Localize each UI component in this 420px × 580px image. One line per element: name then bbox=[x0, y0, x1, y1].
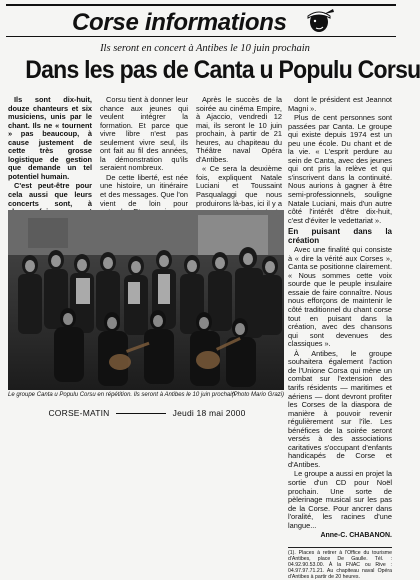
author-signature: Anne-C. CHABANON. bbox=[320, 532, 392, 540]
paragraph: Corsu tient à donner leur chance aux jeunes qui veulent intégrer la formation. Et parce que vivre libre n'est pas seulement vivre seul, ils ont fait au fil des années, la démonstration qu'ils seraient nombreux. bbox=[100, 95, 188, 173]
paragraph: Plus de cent personnes sont passées par Canta. Le groupe qui existe depuis 1974 est un peu une école. Du chant et de la vie. « L'esprit perdure au sein de Canta, avec des jeunes qui ont pris la relève et qui s'inscrivent dans la continuité. Nous aurions à gagner à être semi-professionnels, souligne Natale Luciani, mais d'un autre côté l'intérêt d'être dix-huit, c'est d'éviter le vedettariat ». bbox=[288, 113, 392, 225]
photo-caption bbox=[8, 392, 286, 398]
group-photo-image bbox=[8, 210, 284, 390]
column-3 bbox=[196, 96, 282, 206]
paragraph: dont le président est Jeannot Magni ». bbox=[288, 95, 392, 113]
header-rule-top bbox=[6, 4, 396, 6]
paragraph: À Antibes, le groupe souhaitera également l'action de l'Unione Corsa qui mène un combat sur l'extension des tarifs résidents — maritimes et aériens — dont devront profiter les Corses de la diaspora de manière à pouvoir revenir régulièrement sur l'île. Les bénéfices de la soirée seront versés à des associations caritatives s'occupant d'enfants handicapés de Corse et d'Antibes. bbox=[288, 348, 392, 469]
header-rule-bottom bbox=[6, 36, 396, 37]
paragraph: Après le succès de la soirée au cinéma Empire, à Ajaccio, vendredi 12 mai, ils seront le 10 juin prochain, à partir de 21 heures, au chapiteau du Théâtre naval Opéra d'Antibes. bbox=[196, 95, 282, 164]
column-2 bbox=[100, 96, 188, 206]
caption-text: Le groupe Canta u Populu Corsu en répétition. Ils seront à Antibes le 10 juin prochain. bbox=[8, 392, 237, 398]
dateline-separator bbox=[116, 413, 166, 414]
group-photo bbox=[8, 210, 284, 390]
paragraph: Avec une finalité qui consiste à « dire la vérité aux Corses », Canta se positionne clairement. « Nous sommes cette voix sourde que le peuple insulaire essaie de faire connaître. Nous nous efforçons de maintenir le côté traditionnel du chant corse tout en puisant dans la création, avec des chansons qui sont devenues des classiques ». bbox=[288, 245, 392, 349]
section-title: Corse informations bbox=[72, 9, 287, 36]
paragraph: Ils sont dix-huit, douze chanteurs et six musiciens, unis par le chant. Ils ne « tournent » pas beaucoup, à cause justement de cette très grosse logistique de gestion que demande un tel potentiel humain. bbox=[8, 95, 92, 181]
paragraph: C'est peut-être pour cela aussi que leurs concerts sont, à bbox=[8, 181, 92, 208]
kicker: Ils seront en concert à Antibes le 10 juin prochain bbox=[100, 43, 310, 54]
photo-credit: (Photo Mario Grazi) bbox=[231, 392, 284, 398]
subheading: En puisant dans la création bbox=[288, 227, 392, 246]
column-4 bbox=[288, 95, 392, 580]
column-1 bbox=[8, 96, 92, 206]
dateline bbox=[8, 408, 286, 418]
paragraph: « Ce sera la deuxième fois, expliquent Natale Luciani et Toussaint Pasqualaggi que nous produirons là-bas, ici il y a bbox=[196, 164, 282, 208]
footnote: (1). Places à retirer à l'Office du tourisme d'Antibes, place De Gaulle. Tél. : 04.92.90.53.00. À la FNAC ou Rive : 04.97.97.71.21. Au chapiteau naval Opéra d'Antibes à partir de 20 heures. bbox=[288, 547, 392, 580]
publication-date: Jeudi 18 mai 2000 bbox=[172, 408, 246, 418]
paragraph: De cette liberté, est née une histoire, un itinéraire et des messages. Que l'on vient de loin pour bbox=[100, 172, 188, 208]
paragraph: Le groupe a aussi en projet la sortie d'un CD pour Noël prochain. Une sorte de pèlerinage musical sur les pas de la Corse. Pour ancrer dans l'oralité, les racines d'une langue... bbox=[288, 469, 392, 530]
headline: Dans les pas de Canta u Populu Corsu bbox=[25, 56, 420, 84]
newspaper-name: CORSE-MATIN bbox=[48, 408, 110, 418]
moor-head-icon bbox=[302, 6, 336, 34]
